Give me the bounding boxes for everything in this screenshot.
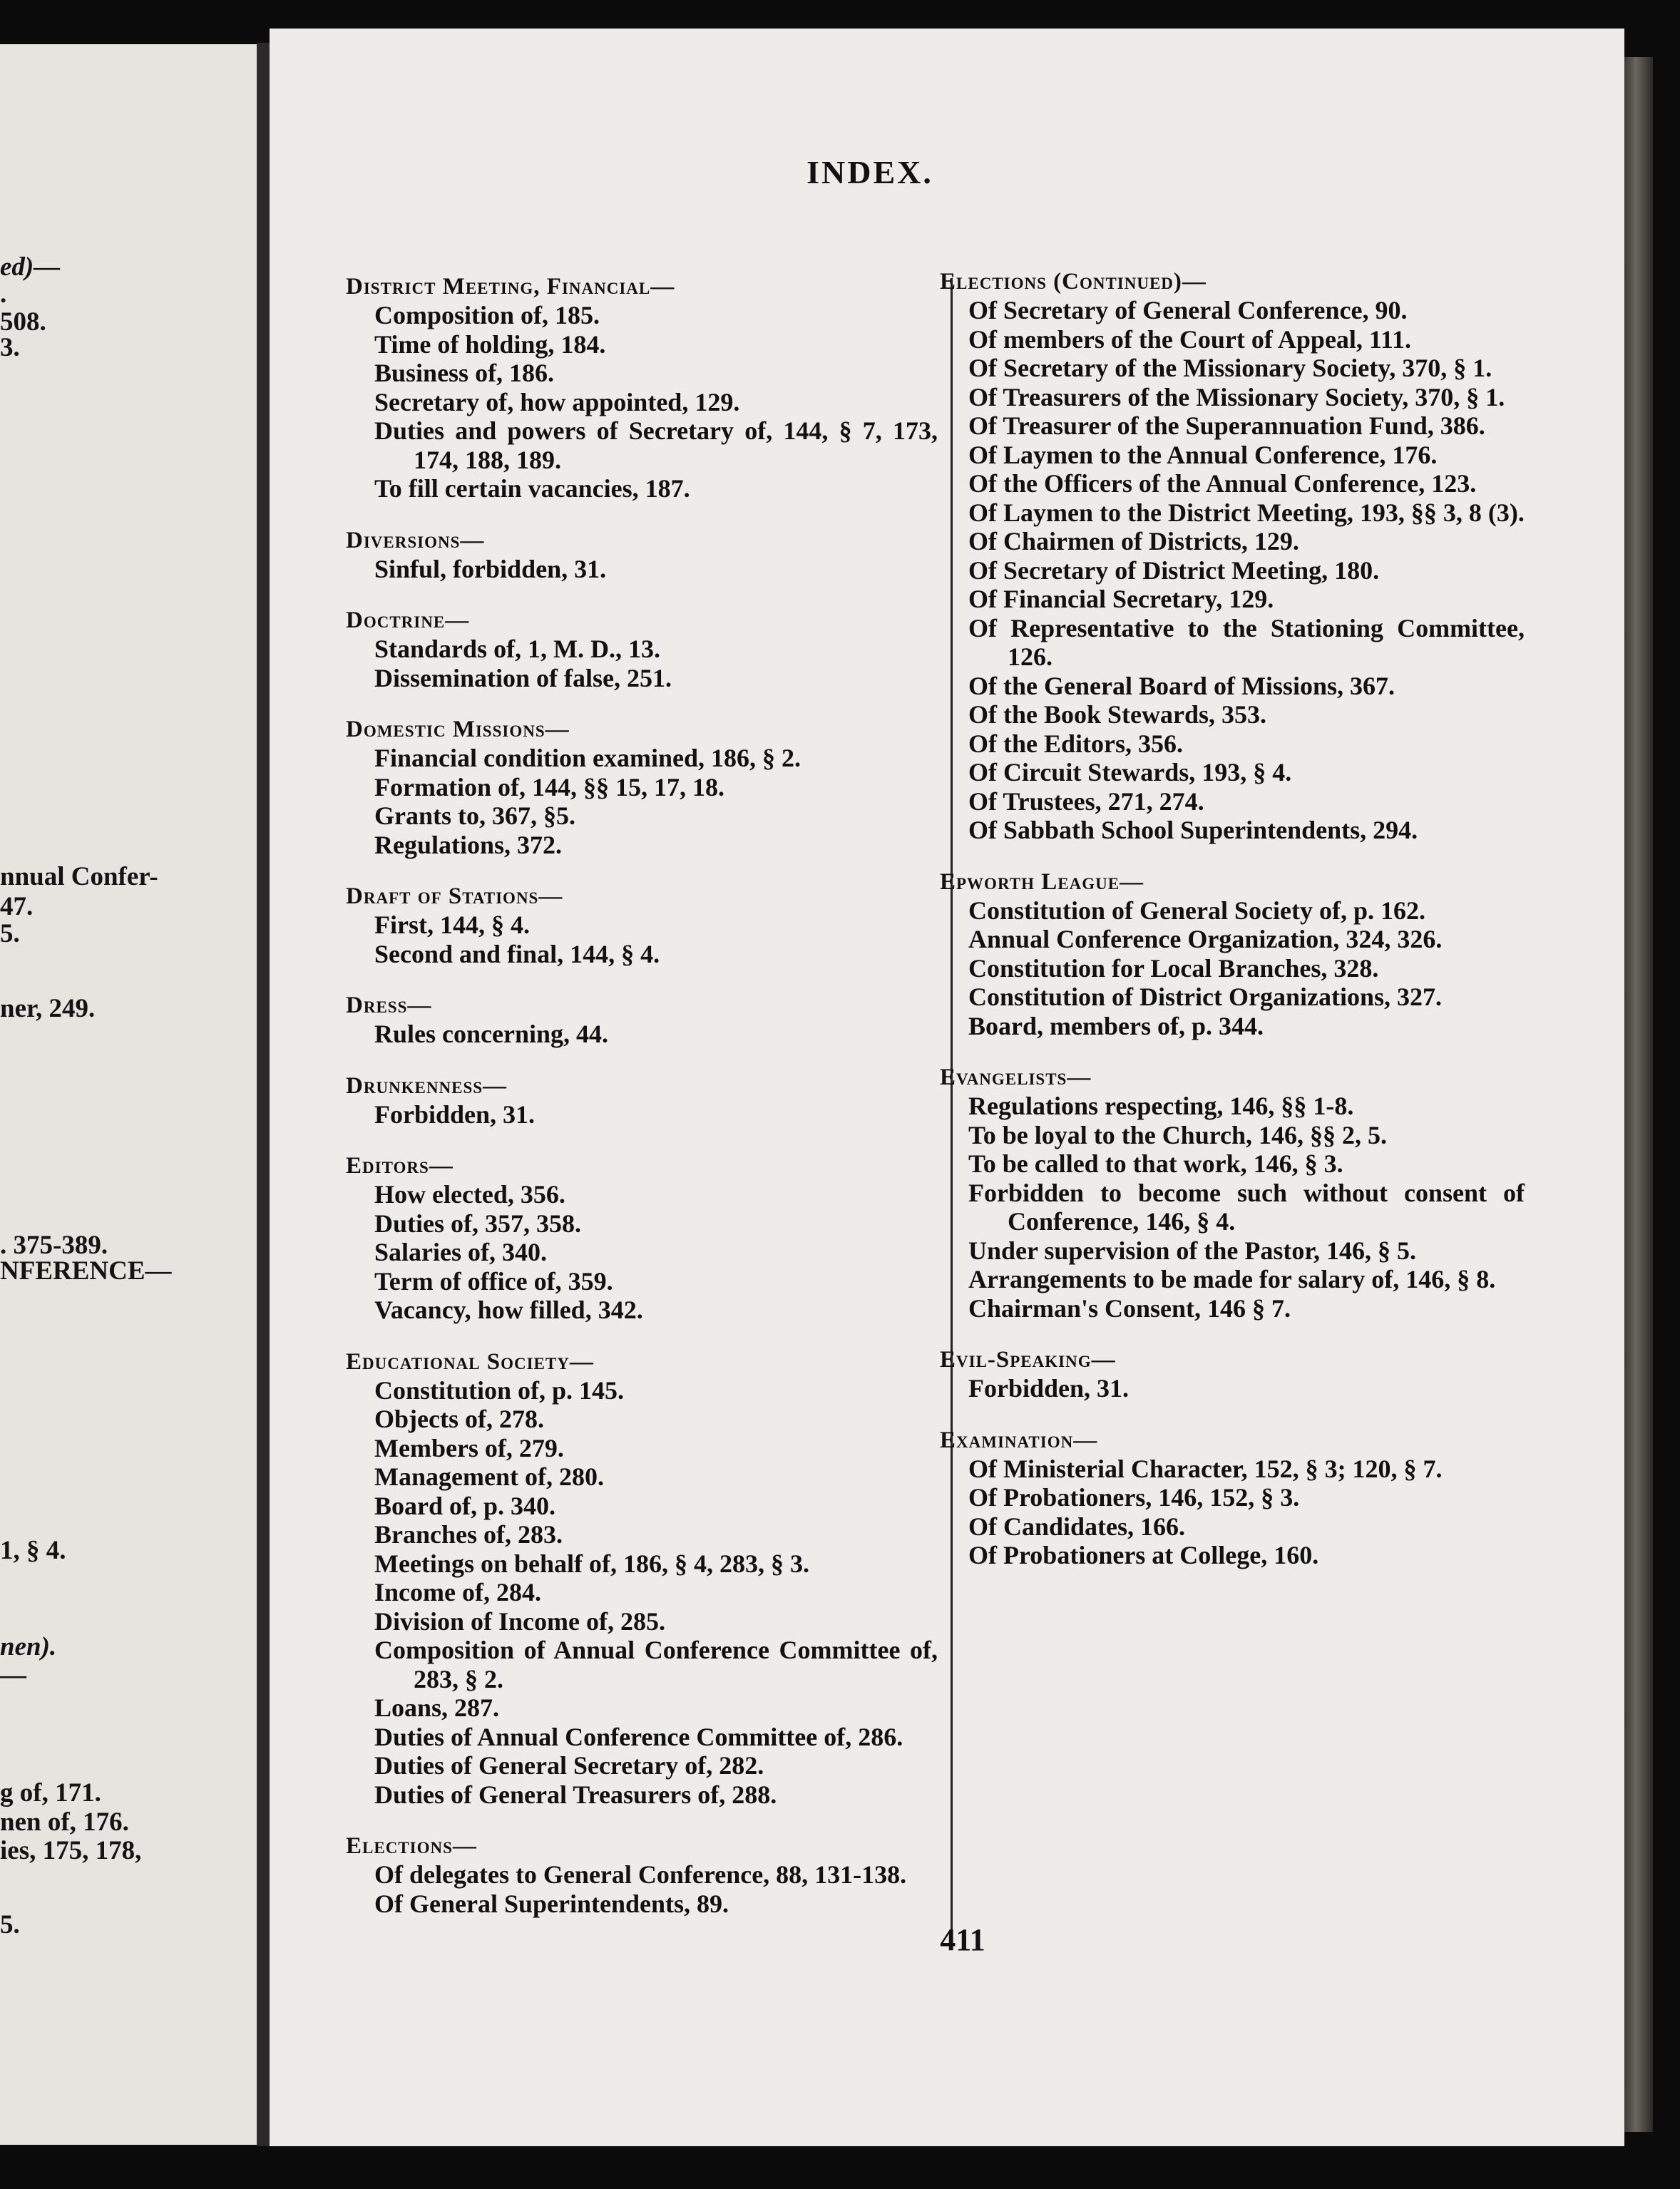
left-page-fragment: 5. — [0, 919, 20, 948]
left-page-fragment: g of, 171. — [0, 1778, 101, 1808]
index-section — [346, 1832, 938, 1918]
index-entry: Sinful, forbidden, 31. — [374, 554, 607, 583]
index-section — [346, 526, 938, 584]
section-heading: Draft of Stations— — [346, 883, 563, 909]
page-heading: INDEX. — [806, 154, 933, 190]
index-section — [940, 267, 1525, 845]
section-heading: Evil-Speaking— — [940, 1347, 1116, 1373]
index-entry: To be loyal to the Church, 146, §§ 2, 5. — [968, 1120, 1388, 1149]
index-entry: Rules concerning, 44. — [374, 1020, 608, 1048]
index-entry: Duties of General Treasurers of, 288. — [374, 1780, 777, 1809]
index-entry: Constitution of General Society of, p. 162. — [968, 896, 1425, 925]
index-entry: Of Secretary of General Conference, 90. — [968, 296, 1408, 324]
index-entry: Branches of, 283. — [374, 1520, 563, 1549]
index-entry: Of Sabbath School Superintendents, 294. — [968, 816, 1418, 844]
index-entry: Constitution for Local Branches, 328. — [968, 953, 1379, 983]
left-page-fragment: . — [0, 280, 7, 309]
index-section — [940, 1063, 1525, 1323]
index-entry: Standards of, 1, M. D., 13. — [374, 635, 661, 663]
left-facing-page — [0, 44, 258, 2145]
section-heading: Epworth League— — [940, 868, 1144, 895]
index-entry: Financial condition examined, 186, § 2. — [374, 744, 801, 772]
index-entry: Forbidden, 31. — [968, 1374, 1130, 1403]
index-section — [346, 715, 938, 859]
index-entry: Composition of Annual Conference Committee of, 283, § 2. — [374, 1636, 938, 1693]
index-entry: Duties of Annual Conference Committee of, 286. — [374, 1722, 903, 1751]
left-page-fragment: ner, 249. — [0, 994, 96, 1023]
index-entry: Duties of, 357, 358. — [374, 1209, 581, 1238]
index-entry: To fill certain vacancies, 187. — [374, 474, 690, 503]
index-entry: Management of, 280. — [374, 1462, 604, 1491]
page-number: 411 — [940, 1922, 985, 1957]
section-heading: Evangelists— — [940, 1065, 1092, 1090]
index-entry: Of Financial Secretary, 129. — [968, 585, 1274, 613]
index-entry: Of the Book Stewards, 353. — [968, 700, 1267, 729]
section-heading: Doctrine— — [346, 608, 470, 633]
index-column-left — [346, 272, 938, 1941]
index-entry: Of Trustees, 271, 274. — [968, 786, 1204, 816]
book-gutter — [257, 43, 271, 2146]
left-page-fragment: 3. — [0, 333, 20, 362]
index-entry: Formation of, 144, §§ 15, 17, 18. — [374, 772, 724, 801]
section-heading: Diversions— — [346, 527, 485, 553]
index-entry: Meetings on behalf of, 186, § 4, 283, § 3. — [374, 1549, 809, 1578]
index-section — [346, 272, 938, 503]
section-heading: Elections (Continued)— — [940, 269, 1207, 294]
index-entry: Vacancy, how filled, 342. — [374, 1296, 643, 1324]
index-entry: Of Probationers at College, 160. — [968, 1541, 1319, 1569]
index-entry: Of Representative to the Stationing Committee, 126. — [968, 613, 1525, 671]
left-page-fragment: nen). — [0, 1632, 57, 1661]
index-entry: To be called to that work, 146, § 3. — [968, 1149, 1343, 1178]
index-entry: Second and final, 144, § 4. — [374, 939, 660, 968]
index-entry: Time of holding, 184. — [374, 329, 606, 359]
left-page-fragment: 1, § 4. — [0, 1536, 66, 1565]
index-entry: Of Ministerial Character, 152, § 3; 120, § 7. — [968, 1454, 1443, 1483]
index-entry: Chairman's Consent, 146 § 7. — [968, 1293, 1291, 1323]
index-entry: Annual Conference Organization, 324, 326. — [968, 925, 1443, 953]
index-entry: Term of office of, 359. — [374, 1266, 613, 1296]
index-entry: Secretary of, how appointed, 129. — [374, 387, 740, 416]
index-section — [346, 991, 938, 1049]
left-page-fragment: nen of, 176. — [0, 1808, 129, 1837]
index-section — [940, 1345, 1525, 1403]
index-entry: Of members of the Court of Appeal, 111. — [968, 324, 1411, 354]
index-entry: Forbidden to become such without consent of Conference, 146, § 4. — [968, 1178, 1525, 1236]
index-section — [346, 1348, 938, 1810]
index-entry: Of the Officers of the Annual Conference, 123. — [968, 469, 1477, 498]
index-entry: Of Candidates, 166. — [968, 1512, 1186, 1541]
index-entry: Of the General Board of Missions, 367. — [968, 671, 1395, 700]
left-page-fragment: 47. — [0, 892, 34, 921]
index-entry: Constitution of District Organizations, 327. — [968, 983, 1442, 1011]
page-edge — [1624, 57, 1653, 2132]
index-entry: Of Treasurer of the Superannuation Fund, 386. — [968, 411, 1485, 440]
left-page-fragment: 5. — [0, 1910, 20, 1939]
left-page-fragment: NFERENCE— — [0, 1256, 172, 1286]
index-section — [346, 882, 938, 968]
section-heading: Elections— — [346, 1833, 477, 1859]
index-entry: Of delegates to General Conference, 88, 131-138. — [374, 1860, 907, 1889]
index-entry: Loans, 287. — [374, 1693, 500, 1722]
index-entry: Regulations respecting, 146, §§ 1-8. — [968, 1092, 1354, 1120]
index-entry: Grants to, 367, §5. — [374, 801, 575, 830]
left-page-fragment: . 375-389. — [0, 1231, 108, 1260]
index-entry: Of Secretary of the Missionary Society, 370, § 1. — [968, 354, 1492, 382]
left-page-fragment: 508. — [0, 307, 46, 337]
left-page-fragment: ies, 175, 178, — [0, 1836, 142, 1865]
index-entry: First, 144, § 4. — [374, 911, 530, 939]
section-heading: Dress— — [346, 993, 432, 1018]
index-entry: Constitution of, p. 145. — [374, 1375, 625, 1405]
index-entry: Business of, 186. — [374, 359, 555, 387]
index-entry: Members of, 279. — [374, 1433, 564, 1462]
index-entry: Of Laymen to the Annual Conference, 176. — [968, 440, 1438, 469]
index-entry: Board of, p. 340. — [374, 1491, 556, 1520]
index-section — [346, 1072, 938, 1129]
index-entry: Arrangements to be made for salary of, 146, § 8. — [968, 1265, 1496, 1293]
index-entry: Of General Superintendents, 89. — [374, 1889, 729, 1918]
index-entry: Of Secretary of District Meeting, 180. — [968, 555, 1380, 585]
index-entry: Of Probationers, 146, 152, § 3. — [968, 1483, 1300, 1512]
index-entry: Division of Income of, 285. — [374, 1606, 665, 1636]
section-heading: Educational Society— — [346, 1348, 594, 1375]
index-section — [940, 1426, 1525, 1570]
index-entry: Under supervision of the Pastor, 146, § 5. — [968, 1236, 1417, 1265]
index-entry: Dissemination of false, 251. — [374, 663, 672, 692]
section-heading: District Meeting, Financial— — [346, 274, 675, 299]
section-heading: Drunkenness— — [346, 1072, 508, 1099]
left-page-fragment: — — [0, 1661, 26, 1690]
index-entry: Of Circuit Stewards, 193, § 4. — [968, 758, 1292, 786]
left-page-fragment: nnual Confer- — [0, 862, 158, 891]
index-entry: Regulations, 372. — [374, 830, 563, 859]
index-entry: Of Chairmen of Districts, 129. — [968, 527, 1299, 555]
index-entry: Board, members of, p. 344. — [968, 1011, 1264, 1040]
index-column-right — [940, 267, 1525, 1593]
section-heading: Domestic Missions— — [346, 717, 570, 742]
index-entry: How elected, 356. — [374, 1180, 565, 1209]
index-entry: Duties and powers of Secretary of, 144, § 7, 173, 174, 188, 189. — [374, 416, 938, 474]
index-section — [346, 606, 938, 692]
left-page-fragment: ed)— — [0, 252, 61, 282]
index-entry: Forbidden, 31. — [374, 1099, 536, 1129]
index-entry: Salaries of, 340. — [374, 1238, 547, 1266]
index-section — [940, 868, 1525, 1041]
index-section — [346, 1152, 938, 1325]
index-entry: Composition of, 185. — [374, 301, 600, 329]
index-entry: Of Laymen to the District Meeting, 193, §§ 3, 8 (3). — [968, 498, 1525, 527]
index-entry: Duties of General Secretary of, 282. — [374, 1751, 764, 1780]
index-entry: Of the Editors, 356. — [968, 729, 1183, 758]
index-entry: Objects of, 278. — [374, 1405, 544, 1433]
index-entry: Of Treasurers of the Missionary Society, 370, § 1. — [968, 382, 1505, 411]
index-entry: Income of, 284. — [374, 1578, 541, 1606]
section-heading: Editors— — [346, 1153, 454, 1179]
section-heading: Examination— — [940, 1427, 1098, 1453]
